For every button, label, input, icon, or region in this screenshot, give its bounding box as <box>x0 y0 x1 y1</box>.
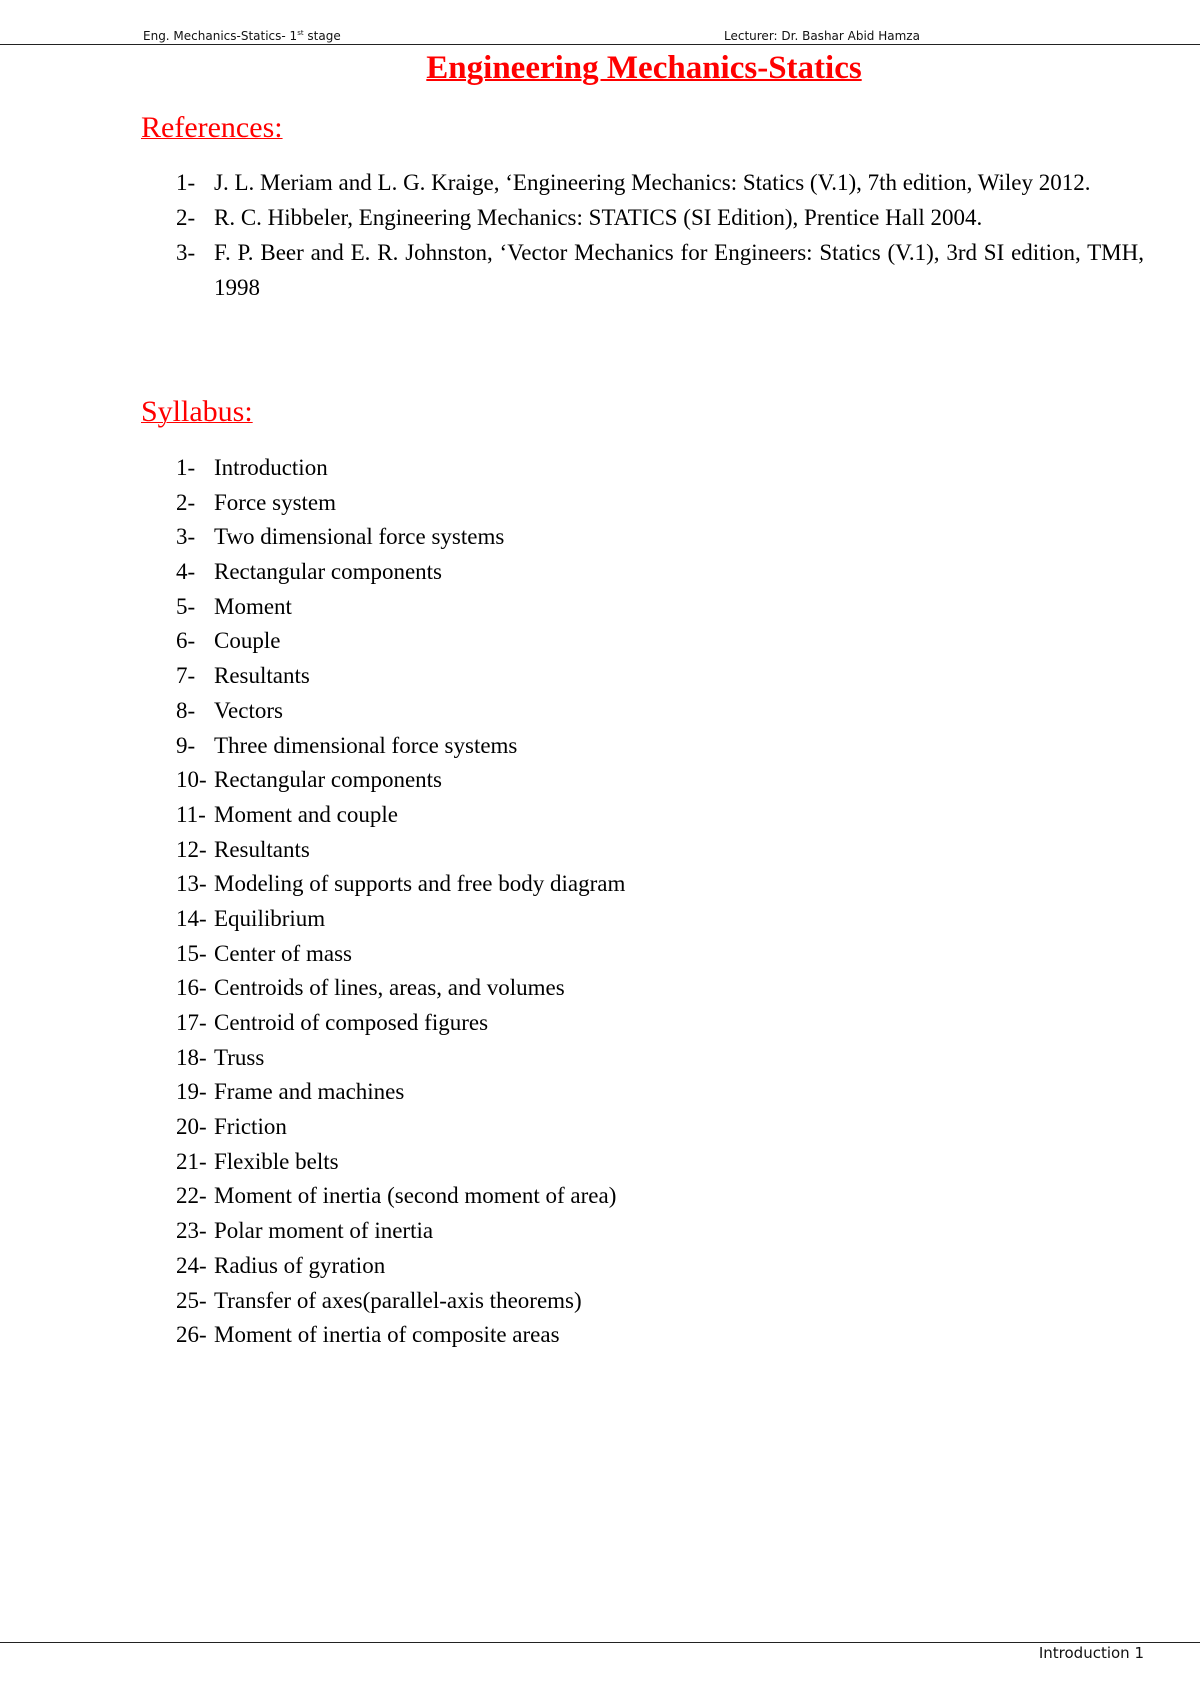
reference-text: F. P. Beer and E. R. Johnston, ‘Vector Mechanics for Engineers: Statics (V.1), 3rd SI edition, TMH, 1998 <box>214 240 1144 300</box>
syllabus-topic: Modeling of supports and free body diagram <box>214 871 626 897</box>
syllabus-item <box>176 763 625 798</box>
syllabus-number: 2- <box>176 489 196 515</box>
syllabus-number: 15- <box>176 940 207 966</box>
header-course-text: Eng. Mechanics-Statics- 1 <box>143 29 298 43</box>
syllabus-topic: Three dimensional force systems <box>214 732 518 758</box>
syllabus-item <box>176 590 625 625</box>
syllabus-topic: Vectors <box>214 697 283 723</box>
syllabus-item <box>176 520 625 555</box>
syllabus-number: 21- <box>176 1148 207 1174</box>
footer-page-label: Introduction 1 <box>1038 1644 1144 1662</box>
syllabus-topic: Rectangular components <box>214 559 443 585</box>
syllabus-number: 6- <box>176 628 196 654</box>
header-course-ordinal: st <box>297 29 304 37</box>
syllabus-topic: Force system <box>214 489 337 515</box>
syllabus-topic: Moment of inertia (second moment of area) <box>214 1183 617 1209</box>
syllabus-topic: Moment <box>214 593 292 619</box>
reference-number: 2- <box>176 205 196 230</box>
syllabus-topic: Moment and couple <box>214 801 398 827</box>
syllabus-number: 12- <box>176 836 207 862</box>
syllabus-topic: Resultants <box>214 663 310 689</box>
syllabus-number: 17- <box>176 1010 207 1035</box>
syllabus-item <box>176 729 625 764</box>
syllabus-number: 23- <box>176 1218 207 1244</box>
syllabus-number: 25- <box>176 1287 207 1313</box>
syllabus-item <box>176 902 625 937</box>
syllabus-number: 10- <box>176 767 207 793</box>
syllabus-number: 16- <box>176 975 207 1001</box>
reference-item <box>176 200 1144 235</box>
syllabus-heading: Syllabus: <box>141 395 253 428</box>
syllabus-topic: Truss <box>214 1044 265 1070</box>
syllabus-item <box>176 1006 625 1041</box>
syllabus-number: 20- <box>176 1114 207 1140</box>
syllabus-item <box>176 694 625 729</box>
header-course-stage: stage <box>303 29 341 43</box>
syllabus-item <box>176 1318 625 1353</box>
syllabus-topic: Radius of gyration <box>214 1252 386 1278</box>
syllabus-item <box>176 555 625 590</box>
reference-text: R. C. Hibbeler, Engineering Mechanics: STATICS (SI Edition), Prentice Hall 2004. <box>214 205 983 230</box>
syllabus-item <box>176 1145 625 1180</box>
syllabus-topic: Moment of inertia of composite areas <box>214 1322 560 1348</box>
syllabus-topic: Introduction <box>214 455 328 480</box>
reference-item <box>176 235 1144 305</box>
syllabus-topic: Friction <box>214 1114 287 1140</box>
syllabus-number: 13- <box>176 871 207 897</box>
syllabus-topic: Equilibrium <box>214 905 326 931</box>
syllabus-item <box>176 937 625 972</box>
syllabus-number: 24- <box>176 1252 207 1278</box>
syllabus-number: 7- <box>176 663 196 689</box>
syllabus-topic: Polar moment of inertia <box>214 1218 434 1244</box>
syllabus-number: 26- <box>176 1322 207 1348</box>
syllabus-topic: Couple <box>214 628 281 654</box>
syllabus-number: 11- <box>176 801 206 827</box>
syllabus-item <box>176 1284 625 1319</box>
reference-item <box>176 165 1144 200</box>
footer-divider <box>0 1642 1200 1643</box>
syllabus-item <box>176 1214 625 1249</box>
syllabus-item <box>176 624 625 659</box>
syllabus-item <box>176 659 625 694</box>
syllabus-topic: Rectangular components <box>214 767 443 793</box>
syllabus-item <box>176 1110 625 1145</box>
syllabus-topic: Centroids of lines, areas, and volumes <box>214 975 565 1001</box>
references-list <box>176 165 1144 305</box>
syllabus-topic: Transfer of axes(parallel-axis theorems) <box>214 1287 582 1313</box>
syllabus-number: 5- <box>176 593 196 619</box>
syllabus-item <box>176 798 625 833</box>
syllabus-number: 9- <box>176 732 196 758</box>
syllabus-item <box>176 1075 625 1110</box>
syllabus-item <box>176 486 625 521</box>
syllabus-item <box>176 867 625 902</box>
syllabus-topic: Centroid of composed figures <box>214 1010 489 1035</box>
syllabus-topic: Flexible belts <box>214 1148 339 1174</box>
syllabus-number: 19- <box>176 1079 207 1105</box>
page-title: Engineering Mechanics-Statics <box>426 50 862 86</box>
syllabus-item <box>176 1179 625 1214</box>
reference-number: 1- <box>176 170 196 195</box>
header-course <box>143 29 341 43</box>
reference-number: 3- <box>176 240 196 265</box>
syllabus-topic: Resultants <box>214 836 310 862</box>
syllabus-topic: Two dimensional force systems <box>214 524 505 550</box>
references-heading: References: <box>141 111 283 144</box>
syllabus-item <box>176 833 625 868</box>
header-lecturer: Lecturer: Dr. Bashar Abid Hamza <box>724 29 920 43</box>
syllabus-item <box>176 451 625 486</box>
syllabus-number: 18- <box>176 1044 207 1070</box>
syllabus-number: 3- <box>176 524 196 550</box>
syllabus-item <box>176 1249 625 1284</box>
reference-text: J. L. Meriam and L. G. Kraige, ‘Engineering Mechanics: Statics (V.1), 7th edition, Wiley 2012. <box>214 170 1091 195</box>
syllabus-topic: Frame and machines <box>214 1079 405 1105</box>
syllabus-number: 4- <box>176 559 196 585</box>
syllabus-number: 14- <box>176 905 207 931</box>
syllabus-item <box>176 1041 625 1076</box>
syllabus-number: 22- <box>176 1183 207 1209</box>
syllabus-item <box>176 971 625 1006</box>
syllabus-topic: Center of mass <box>214 940 352 966</box>
header-divider <box>0 44 1200 45</box>
syllabus-number: 8- <box>176 697 196 723</box>
syllabus-number: 1- <box>176 455 196 480</box>
syllabus-list <box>176 451 625 1353</box>
